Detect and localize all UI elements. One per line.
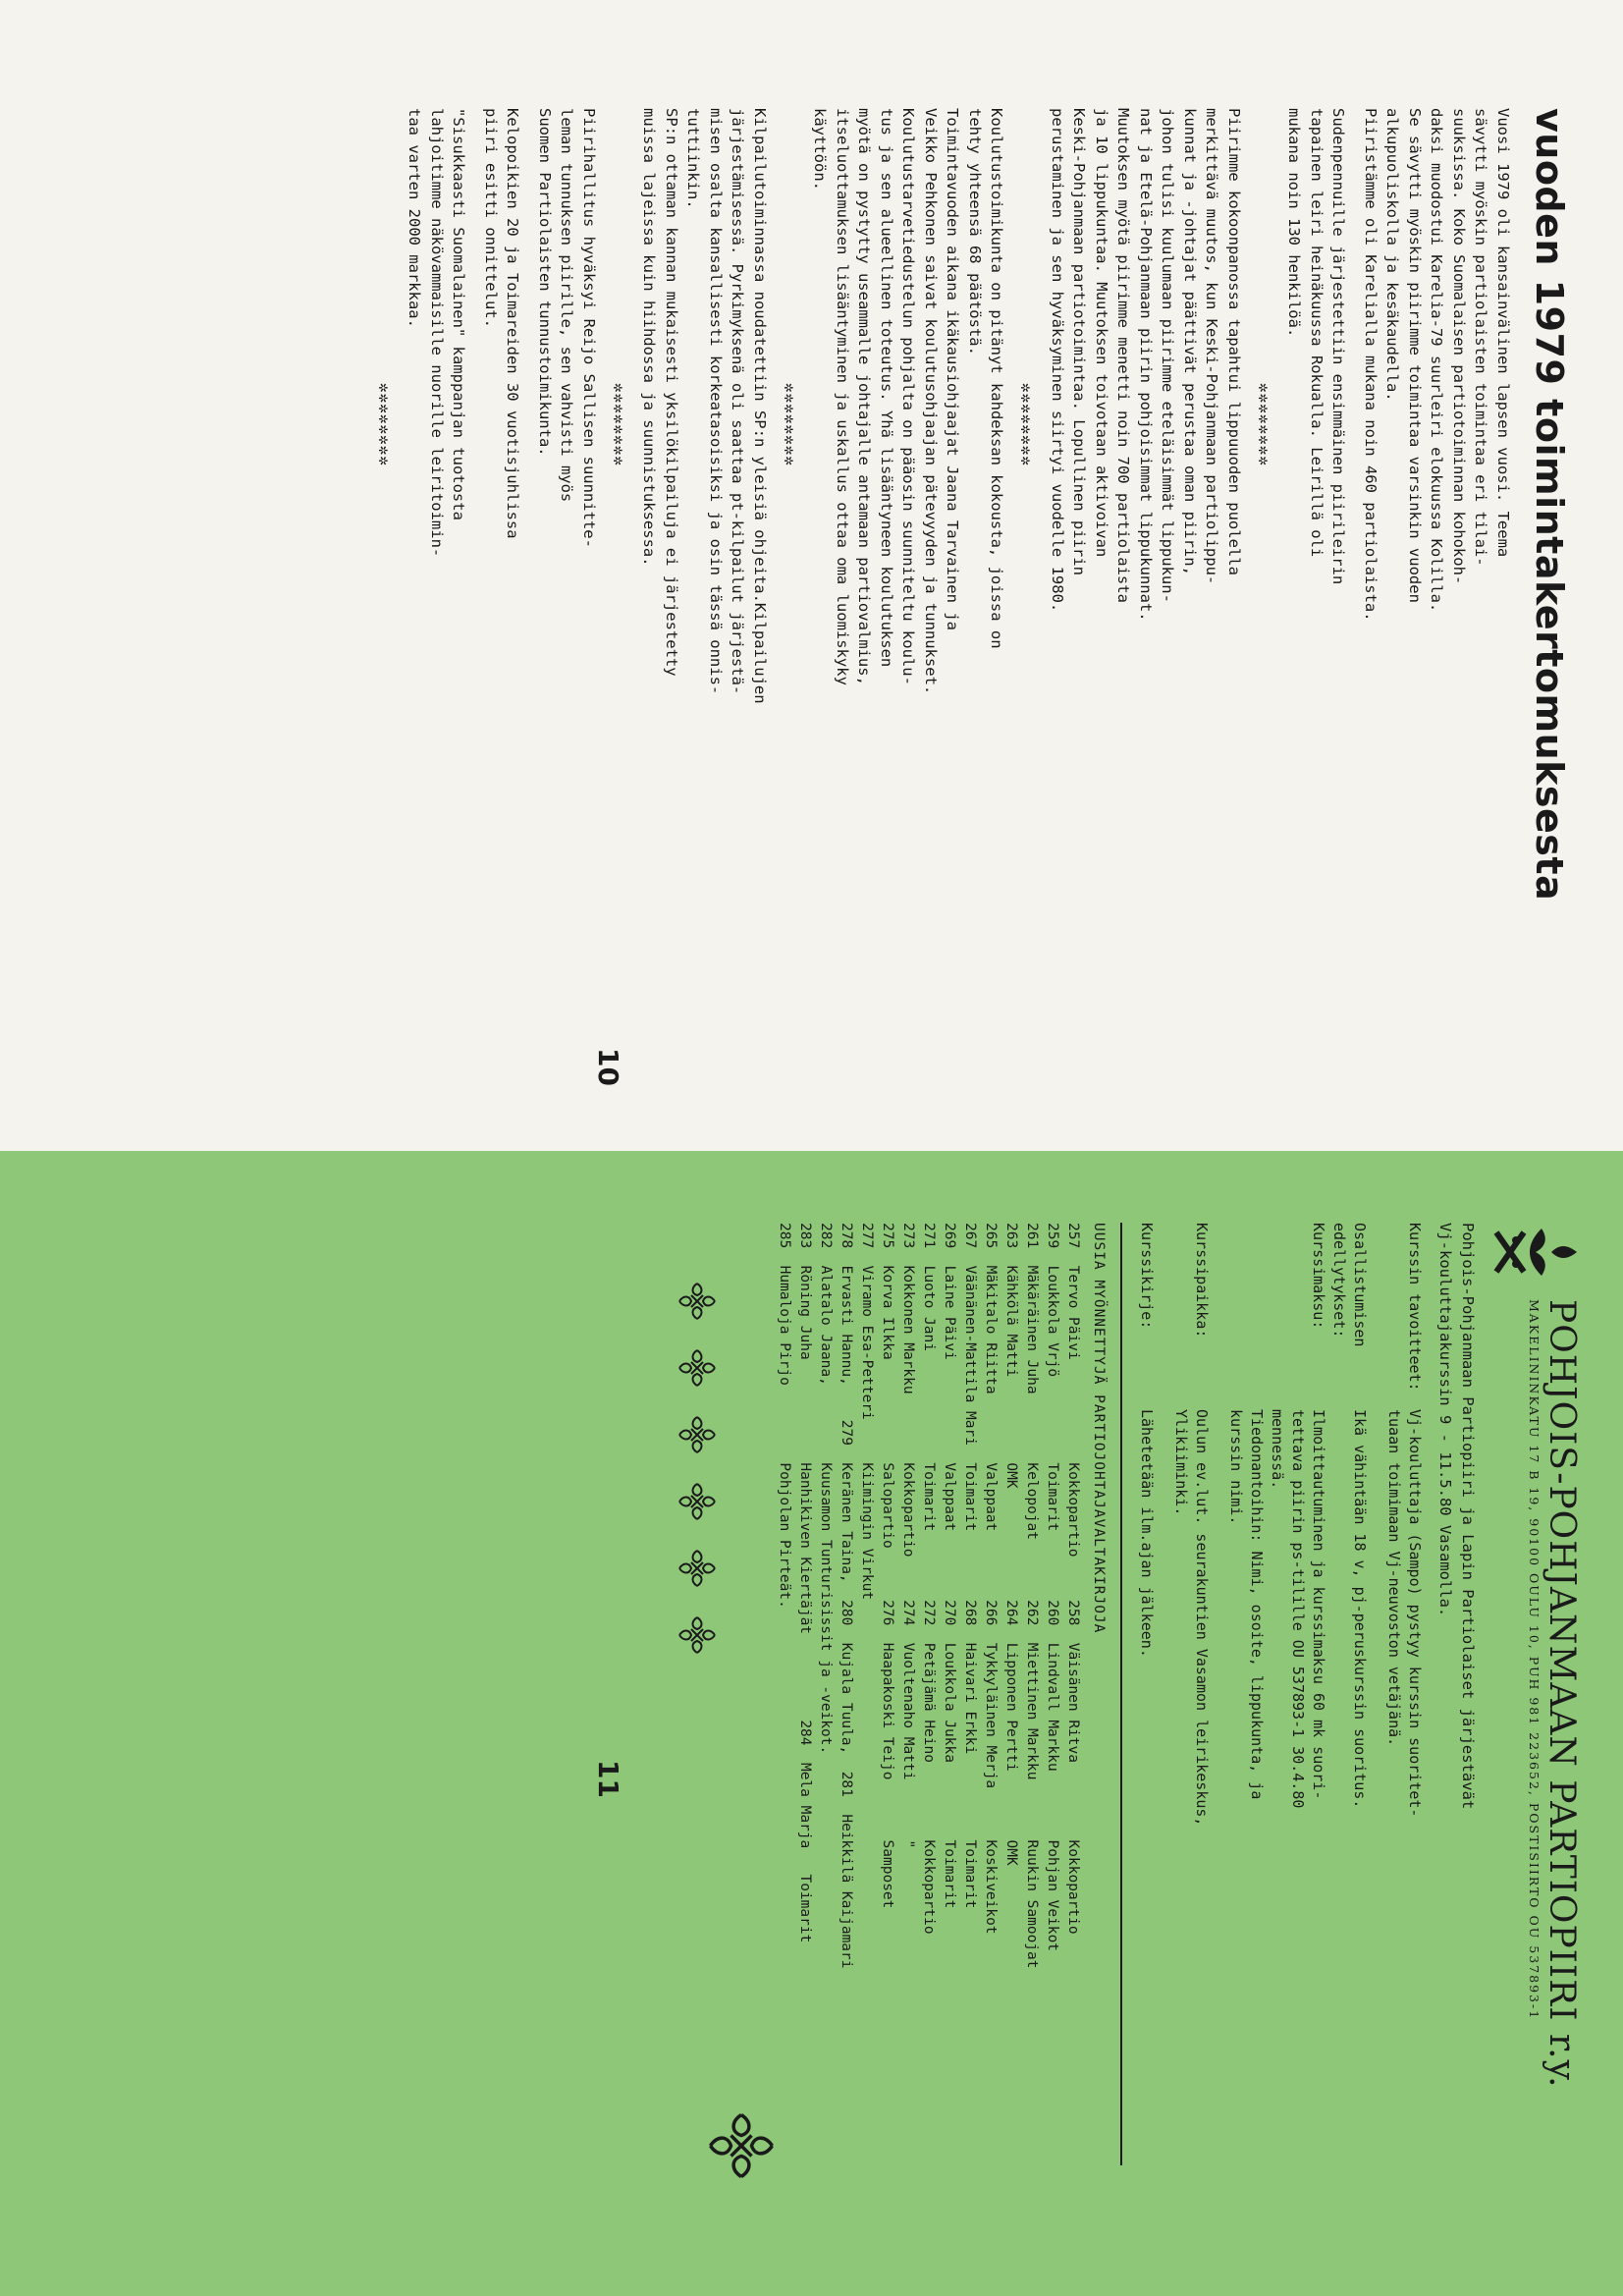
organization-name: POHJOIS-POHJANMAAN PARTIOPIIRI r.y.	[1542, 1299, 1582, 2089]
list-item: 273 Kokkonen Markku Kokkopartio 274 Vuoltenaho Matti "	[900, 1223, 916, 1849]
field-location	[1170, 1223, 1212, 2264]
star-divider-5: ✲✲✲✲✲✲✲✲	[375, 383, 394, 467]
list-item: 265 Mäkitalo Riitta Valppaat 266 Tykkyläinen Merja Koskiveikot	[983, 1223, 999, 1935]
paragraph-7: Kelopoikien 20 ja Toimareiden 30 vuotisjuhlissa piiri esitti onnittelut.	[482, 108, 522, 539]
field-label: Kurssikirje:	[1138, 1223, 1156, 1330]
list-item: 275 Korva Ilkka Salopartio 276 Haapakoski Teijo Samposet	[880, 1223, 895, 1909]
list-item: 267 Väänänen-Mattila Mari Toimarit 268 Haivari Erkki Toimarit	[962, 1223, 978, 1909]
list-title: UUSIA MYÖNNETTYJÄ PARTIOJOHTAJAVALTAKIRJOJA	[1091, 1223, 1107, 1634]
list-item: 282 Alatalo Jaana, Kuusamon Tunturisissit ja -veikot.	[818, 1223, 834, 1755]
field-value: Lähetetään ilm.ajan jälkeen.	[1138, 1409, 1156, 1658]
scout-cross-icon	[677, 1482, 717, 1521]
paragraph-8: "Sisukkaasti Suomalainen" kamppanjan tuotosta lahjoitimme näkövammaisille nuorille leiritoimin- taa varten 2000 markkaa.	[406, 108, 468, 558]
paragraph-5: Kilpailutoiminnassa noudatettiin SP:n yleisiä ohjeita.Kilpailujen järjestämisessä. Pyrkimyksenä oli saattaa pt-kilpailut järjestä- misen osalta kansallisesti korkeatasoisiksi ja osin tässä onnis- tuttiinkin. SP:n ottaman kannan mukaisesti yksilökilpailuja ei järjestetty muissa lajeissa kuin hiihdossa ja suunnistuksessa.	[640, 108, 769, 704]
list-item: 269 Laine Päivi Valppaat 270 Loukkola Jukka Toimarit	[942, 1223, 957, 1909]
field-label: Kurssimaksu:	[1310, 1223, 1327, 1330]
list-item: 261 Mäkäräinen Juha Kelopojat 262 Miettinen Markku Ruukin Samoojat	[1024, 1223, 1040, 1969]
field-goals	[1383, 1223, 1425, 2264]
star-divider-2: ✲✲✲✲✲✲✲✲	[1017, 383, 1037, 467]
field-label: Kurssin tavoitteet:	[1406, 1223, 1424, 1392]
list-item: 278 Ervasti Hannu, 279 Keränen Taina, 280 Kujala Tuula, 281 Heikkilä Kaijamari	[839, 1223, 854, 1969]
paragraph-6: Piirihallitus hyväksyi Reijo Sallisen suunnitte- leman tunnuksen piirille, sen vahvisti myös Suomen Partiolaisten tunnustoimikunta.	[536, 108, 598, 548]
organization-address: MAKELININKATU 17 B 19, 90100 OULU 10, PUH 981 223652, POSTISIIRTO OU 537893-1	[1527, 1299, 1542, 2021]
field-value: Ikä vähintään 18 v, pj-peruskurssin suoritus.	[1351, 1409, 1369, 1809]
field-prerequisites	[1328, 1223, 1370, 2264]
section-divider	[1120, 1223, 1122, 2165]
course-intro: Pohjois-Pohjanmaan Partiopiiri ja Lapin Partiolaiset järjestävät Vj-kouluttajakurssin 9 - 11.5.80 Vasamolla.	[1436, 1223, 1477, 1810]
list-item: 277 Viramo Esa-Petteri Kiimingin Virkut	[859, 1223, 875, 1601]
scout-emblem-icon	[1492, 1223, 1581, 1282]
star-divider-4: ✲✲✲✲✲✲✲✲	[610, 383, 628, 467]
letterhead	[1492, 1223, 1581, 2264]
scout-cross-icon	[677, 1282, 717, 1321]
paragraph-1: Vuosi 1979 oli kansainvälinen lapsen vuosi. Teema sävytti myöskin partiolaisten toimintaa eri tilai- suuksissa. Koko Suomalaisen partiotoiminnan kohokoh- daksi muodostui Karelia-79 suurleiri elokuussa Kolilla. Se sävytti myöskin piirimme toimintaa varsinkin vuoden alkupuoliskolla ja kesäkaudella. Piiristämme oli Karelialla mukana noin 460 partiolaista.	[1362, 108, 1512, 622]
list-item: 285 Humaloja Pirjo Pohjolan Pirteät.	[777, 1223, 792, 1609]
star-divider-1: ✲✲✲✲✲✲✲✲	[1255, 383, 1273, 467]
list-item: 263 Kähkölä Matti OMK 264 Lipponen Pertti OMK	[1003, 1223, 1019, 1866]
field-letter	[1136, 1223, 1157, 2264]
paragraph-3: Piirimme kokoonpanossa tapahtui lippuuoden puolella merkittävä muutos, kun Keski-Pohjanmaan partiolippu- kunnat ja -johtajat päättivät perustaa oman piirin, johon tulisi kuulumaan piirimme eteläisimmät lippukun- nat ja Etelä-Pohjanmaan piirin pohjoisimmat lippukunnat. Muutoksen myötä piirimme menetti noin 700 partiolaista ja 10 lippukuntaa. Muutoksen toivotaan aktivoivan Keski-Pohjanmaan partiotoimintaa. Lopullinen piirin perustaminen ja sen hyväksyminen siirtyi vuodelle 1980.	[1049, 108, 1243, 622]
list-item: 283 Röning Juha Hanhikiven Kiertäjät 284 Mela Marja Toimarit	[797, 1223, 813, 1943]
field-value: Ilmoittautuminen ja kurssimaksu 60 mk suori- tettava piirin ps-tilille OU 537893-1 30.4.80 mennessä. Tiedonantoihin: Nimi, osoite, lippukunta, ja kurssin nimi.	[1227, 1409, 1327, 1809]
scout-cross-icon	[677, 1549, 717, 1588]
scout-cross-icon-large	[707, 2111, 776, 2180]
paragraph-2: Sudenpennuille järjestettiin ensimmäinen piirileirin tapainen leiri heinäkuussa Rokualla. Leirillä oli mukana noin 130 henkilöä.	[1285, 108, 1348, 585]
scout-cross-icon	[677, 1348, 717, 1388]
field-label: Kurssipaikka:	[1193, 1223, 1211, 1339]
right-page-content	[677, 1223, 1581, 2264]
paragraph-4: Koulutustoimikunta on pitänyt kahdeksan kokousta, joissa on tehty yhteensä 68 päätöstä. Toimintavuoden aikana ikäkausiohjaajat Jaana Tarvainen ja Veikko Pehkonen saivat koulutusohjaajan pätevyyden ja tunnukset. Koulutustarvetiedustelun pohjalta on pääosin suunniteltu koulu- tus ja sen alueellinen toteutus. Yhä lisääntyneen koulutuksen myötä on pystytty useammalle johtajalle antamaan partiovalmius, itseluottamuksen lisääntyminen ja uskallus ottaa oma luomiskyky käyttöön.	[811, 108, 1006, 695]
field-value: Oulun ev.lut. seurakuntien Vasamon leirikeskus, Ylikiiminki.	[1172, 1409, 1211, 1827]
scout-cross-icon	[677, 1615, 717, 1655]
scout-cross-icon	[677, 1415, 717, 1454]
left-page-content	[365, 108, 1571, 1149]
page-number-right: 11	[591, 1760, 624, 1798]
page-title: vuoden 1979 toimintakertomuksesta	[1528, 108, 1571, 902]
field-fee	[1225, 1223, 1328, 2264]
list-item: 271 Luoto Jani Toimarit 272 Petäjämä Heino Kokkopartio	[921, 1223, 937, 1935]
field-value: Vj-kouluttaja (Sampo) pystyy kurssin suoritet- tuaan toimimaan Vj-neuvoston vetäjänä.	[1385, 1409, 1424, 1818]
list-item: 257 Tervo Päivi Kokkopartio 258 Väisänen Ritva Kokkopartio	[1065, 1223, 1081, 1935]
list-item: 259 Loukkola Vrjö Toimarit 260 Lindvall Markku Pohjan Veikot	[1045, 1223, 1060, 1952]
page-number-left: 10	[591, 1048, 624, 1086]
field-label: Osallistumisen edellytykset:	[1330, 1223, 1369, 1347]
star-divider-3: ✲✲✲✲✲✲✲✲	[781, 383, 799, 467]
